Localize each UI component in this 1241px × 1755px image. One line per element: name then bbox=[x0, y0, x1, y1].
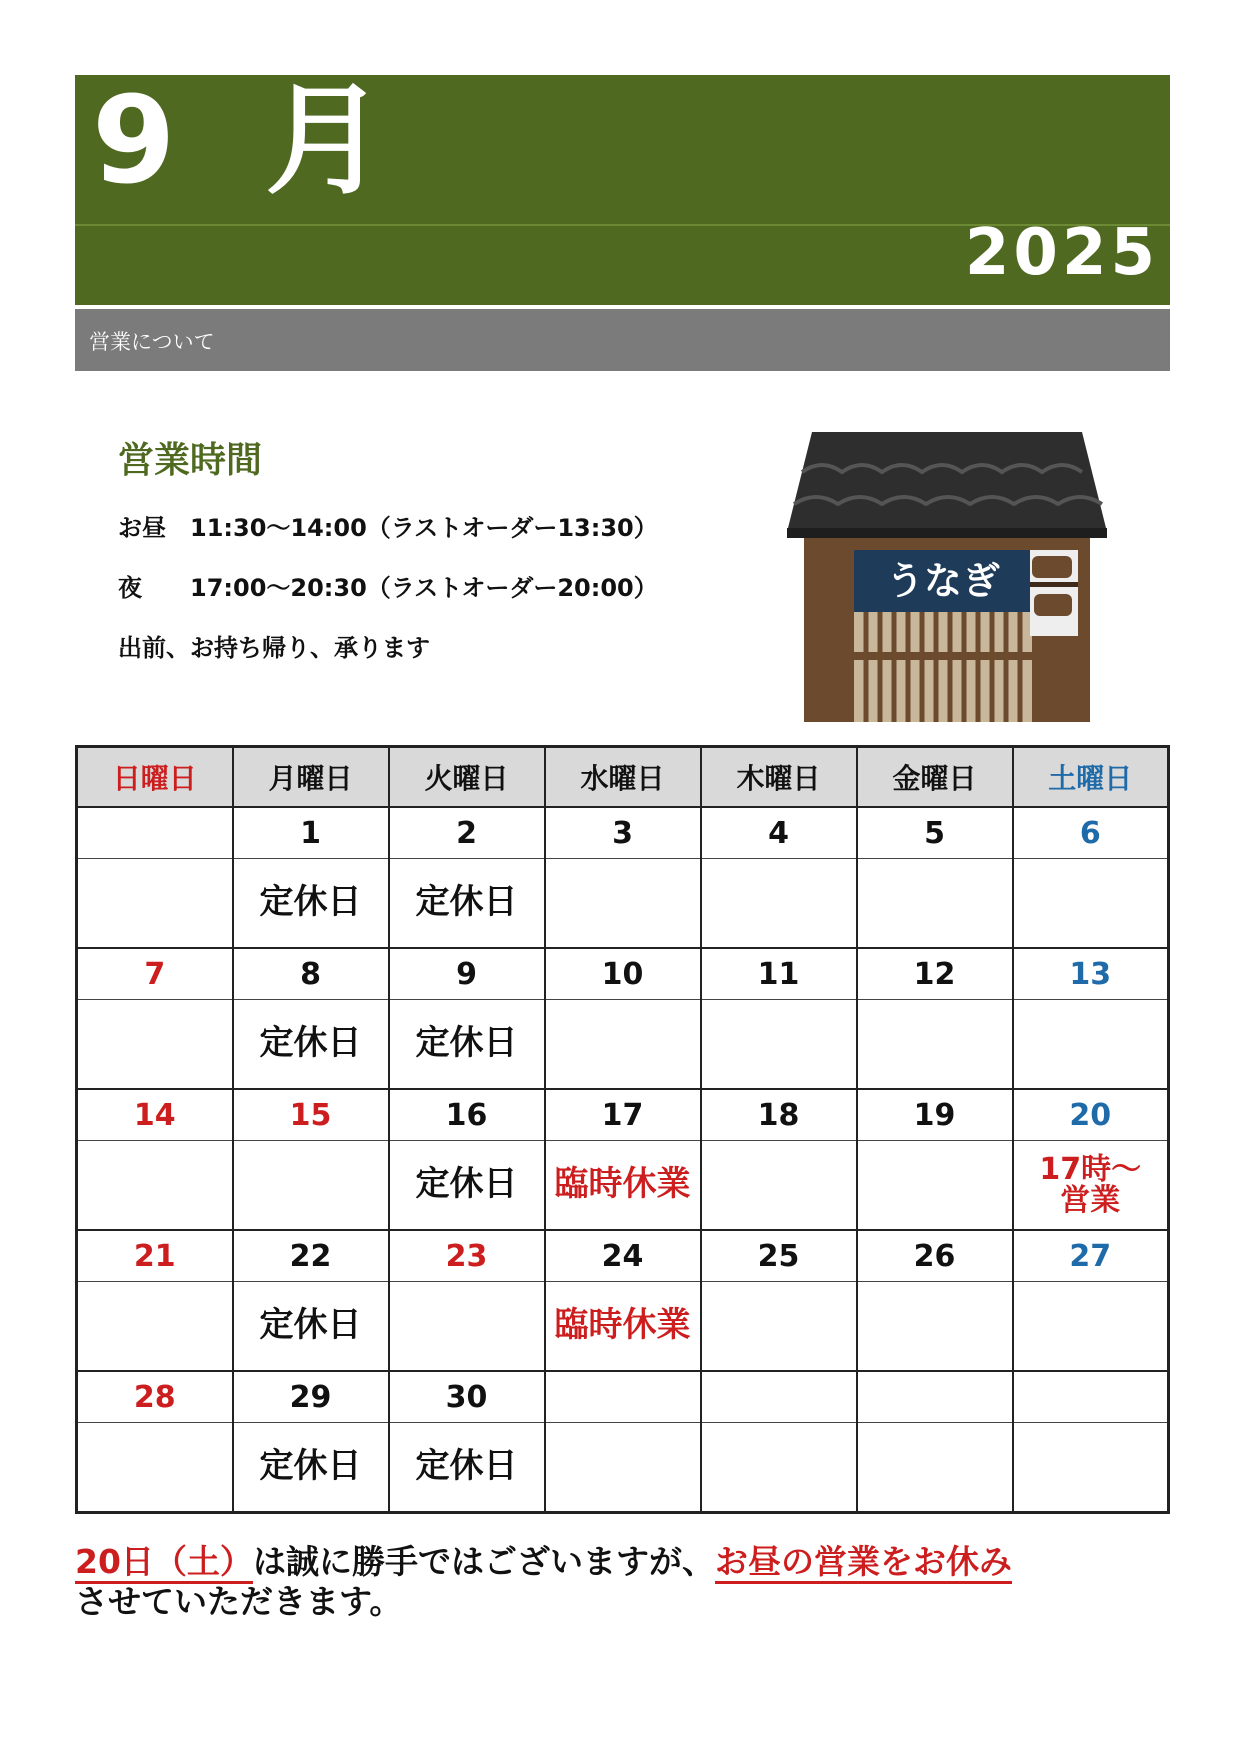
weekday-header-row bbox=[77, 747, 1169, 808]
subheader-band bbox=[75, 309, 1170, 371]
date-cell: 25 bbox=[701, 1230, 857, 1282]
date-row bbox=[77, 948, 1169, 1000]
status-cell: 定休日 bbox=[233, 1000, 389, 1090]
status-cell bbox=[77, 1000, 233, 1090]
status-cell bbox=[545, 859, 701, 949]
year-label: 2025 bbox=[964, 216, 1159, 290]
status-cell: 臨時休業 bbox=[545, 1282, 701, 1372]
date-cell bbox=[545, 1371, 701, 1423]
status-cell: 17時〜 営業 bbox=[1013, 1141, 1169, 1231]
date-cell bbox=[857, 1371, 1013, 1423]
weekday-header-tue: 火曜日 bbox=[389, 747, 545, 808]
date-cell: 28 bbox=[77, 1371, 233, 1423]
status-row bbox=[77, 1141, 1169, 1231]
date-cell: 5 bbox=[857, 807, 1013, 859]
status-cell bbox=[857, 859, 1013, 949]
status-cell bbox=[1013, 1000, 1169, 1090]
date-row bbox=[77, 1230, 1169, 1282]
status-cell: 定休日 bbox=[389, 859, 545, 949]
date-cell: 24 bbox=[545, 1230, 701, 1282]
weekday-header-mon: 月曜日 bbox=[233, 747, 389, 808]
date-cell: 29 bbox=[233, 1371, 389, 1423]
lunch-label: お昼 bbox=[118, 514, 166, 542]
notice-date: 20日（土） bbox=[75, 1542, 253, 1584]
date-cell: 17 bbox=[545, 1089, 701, 1141]
status-cell bbox=[1013, 859, 1169, 949]
date-cell: 3 bbox=[545, 807, 701, 859]
status-cell: 定休日 bbox=[389, 1000, 545, 1090]
dinner-label: 夜 bbox=[118, 574, 142, 602]
date-cell: 10 bbox=[545, 948, 701, 1000]
date-cell: 21 bbox=[77, 1230, 233, 1282]
date-cell: 19 bbox=[857, 1089, 1013, 1141]
date-cell: 6 bbox=[1013, 807, 1169, 859]
status-cell bbox=[701, 1141, 857, 1231]
status-cell bbox=[857, 1000, 1013, 1090]
status-cell bbox=[701, 1423, 857, 1513]
status-cell bbox=[77, 1282, 233, 1372]
status-row bbox=[77, 859, 1169, 949]
status-cell bbox=[545, 1000, 701, 1090]
date-cell: 12 bbox=[857, 948, 1013, 1000]
status-cell: 定休日 bbox=[233, 1423, 389, 1513]
status-cell bbox=[77, 1141, 233, 1231]
date-row bbox=[77, 807, 1169, 859]
status-cell bbox=[1013, 1282, 1169, 1372]
date-cell bbox=[77, 807, 233, 859]
notice-text-end: させていただきます。 bbox=[75, 1582, 403, 1622]
calendar-table bbox=[75, 745, 1170, 1514]
date-cell bbox=[701, 1371, 857, 1423]
date-cell: 18 bbox=[701, 1089, 857, 1141]
date-cell: 14 bbox=[77, 1089, 233, 1141]
notice-text: は誠に勝手ではございますが、 bbox=[252, 1542, 715, 1581]
closure-notice bbox=[75, 1542, 1175, 1623]
status-cell bbox=[701, 1282, 857, 1372]
weekday-header-sat: 土曜日 bbox=[1013, 747, 1169, 808]
status-cell bbox=[77, 859, 233, 949]
status-cell bbox=[233, 1141, 389, 1231]
date-cell: 11 bbox=[701, 948, 857, 1000]
status-cell bbox=[701, 859, 857, 949]
status-cell: 定休日 bbox=[233, 859, 389, 949]
status-cell bbox=[857, 1423, 1013, 1513]
takeout-note: 出前、お持ち帰り、承ります bbox=[118, 634, 430, 662]
dinner-hours bbox=[118, 568, 658, 603]
date-cell: 22 bbox=[233, 1230, 389, 1282]
weekday-header-thu: 木曜日 bbox=[701, 747, 857, 808]
date-cell: 4 bbox=[701, 807, 857, 859]
status-cell bbox=[77, 1423, 233, 1513]
date-row bbox=[77, 1089, 1169, 1141]
date-cell: 16 bbox=[389, 1089, 545, 1141]
date-cell: 27 bbox=[1013, 1230, 1169, 1282]
status-row bbox=[77, 1000, 1169, 1090]
lunch-time: 11:30〜14:00（ラストオーダー13:30） bbox=[190, 514, 658, 542]
date-cell bbox=[1013, 1371, 1169, 1423]
dinner-time: 17:00〜20:30（ラストオーダー20:00） bbox=[190, 574, 658, 602]
status-cell bbox=[701, 1000, 857, 1090]
status-row bbox=[77, 1423, 1169, 1513]
status-cell: 定休日 bbox=[233, 1282, 389, 1372]
date-cell: 30 bbox=[389, 1371, 545, 1423]
notice-highlight: お昼の営業をお休み bbox=[715, 1542, 1012, 1584]
date-cell: 13 bbox=[1013, 948, 1169, 1000]
date-cell: 1 bbox=[233, 807, 389, 859]
lunch-hours bbox=[118, 508, 658, 543]
date-row bbox=[77, 1371, 1169, 1423]
shop-sign-text: うなぎ bbox=[885, 559, 1001, 603]
subheader-title: 営業について bbox=[89, 330, 215, 354]
status-cell bbox=[857, 1141, 1013, 1231]
status-cell bbox=[857, 1282, 1013, 1372]
status-cell: 定休日 bbox=[389, 1141, 545, 1231]
weekday-header-fri: 金曜日 bbox=[857, 747, 1013, 808]
date-cell: 8 bbox=[233, 948, 389, 1000]
date-cell: 15 bbox=[233, 1089, 389, 1141]
hours-title: 営業時間 bbox=[118, 440, 263, 481]
date-cell: 2 bbox=[389, 807, 545, 859]
status-cell: 臨時休業 bbox=[545, 1141, 701, 1231]
status-cell bbox=[545, 1423, 701, 1513]
status-cell bbox=[1013, 1423, 1169, 1513]
date-cell: 23 bbox=[389, 1230, 545, 1282]
status-cell: 定休日 bbox=[389, 1423, 545, 1513]
unagi-shop-illustration bbox=[782, 432, 1112, 722]
date-cell: 9 bbox=[389, 948, 545, 1000]
date-cell: 26 bbox=[857, 1230, 1013, 1282]
weekday-header-wed: 水曜日 bbox=[545, 747, 701, 808]
weekday-header-sun: 日曜日 bbox=[77, 747, 233, 808]
date-cell: 20 bbox=[1013, 1089, 1169, 1141]
date-cell: 7 bbox=[77, 948, 233, 1000]
status-row bbox=[77, 1282, 1169, 1372]
month-title: 9 月 bbox=[92, 72, 410, 211]
status-cell bbox=[389, 1282, 545, 1372]
